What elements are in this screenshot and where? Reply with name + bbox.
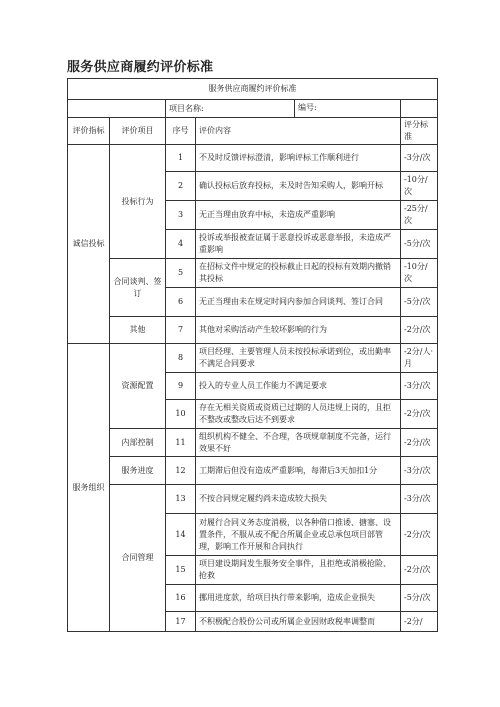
row-score: -2分/次 xyxy=(401,317,438,344)
row-content: 无正当理由未在规定时间内参加合同谈判、签订合同 xyxy=(196,288,401,317)
column-header-row xyxy=(68,118,438,145)
row-score: -2分/人·月 xyxy=(401,344,438,373)
row-score: -2分/次 xyxy=(401,556,438,585)
row-seq: 6 xyxy=(166,288,196,317)
subgroup-internal: 内部控制 xyxy=(110,429,166,457)
row-seq: 1 xyxy=(166,145,196,172)
table-row xyxy=(68,429,438,457)
table-title-row xyxy=(68,79,438,100)
evaluation-table xyxy=(67,78,438,632)
table-row xyxy=(68,344,438,373)
group-service: 服务组织 xyxy=(68,344,110,632)
row-seq: 9 xyxy=(166,373,196,400)
table-row xyxy=(68,317,438,344)
row-seq: 3 xyxy=(166,201,196,230)
row-content: 无正当理由放弃中标，未造成严重影响 xyxy=(196,201,401,230)
row-score: -3分/次 xyxy=(401,373,438,400)
col-seq: 序号 xyxy=(166,118,196,145)
row-seq: 7 xyxy=(166,317,196,344)
table-row xyxy=(68,485,438,514)
row-score: -5分/次 xyxy=(401,230,438,259)
row-content: 不按合同规定履约尚未造成较大损失 xyxy=(196,485,401,514)
row-content: 存在无相关资质或资质已过期的人员违规上岗的，且拒不整改或整改后达不到要求 xyxy=(196,400,401,429)
col-item: 评价项目 xyxy=(110,118,166,145)
subgroup-other: 其他 xyxy=(110,317,166,344)
table-row xyxy=(68,259,438,288)
number-field[interactable] xyxy=(401,100,438,118)
row-seq: 16 xyxy=(166,585,196,612)
row-seq: 14 xyxy=(166,514,196,556)
row-content: 在招标文件中规定的投标截止日起的投标有效期内撤销其投标 xyxy=(196,259,401,288)
row-seq: 11 xyxy=(166,429,196,457)
row-seq: 4 xyxy=(166,230,196,259)
row-score: -2分/次 xyxy=(401,400,438,429)
row-content: 项目经理、主要管理人员未按投标承诺到位，或出勤率不满足合同要求 xyxy=(196,344,401,373)
document-title: 服务供应商履约评价标准 xyxy=(67,60,214,75)
project-info-row xyxy=(68,100,438,118)
row-seq: 15 xyxy=(166,556,196,585)
row-score: -10分/次 xyxy=(401,172,438,201)
subgroup-contract-sign: 合同谈判、签订 xyxy=(110,259,166,317)
row-score: -2分/次 xyxy=(401,514,438,556)
row-content: 其他对采购活动产生较坏影响的行为 xyxy=(196,317,401,344)
group-integrity: 诚信投标 xyxy=(68,145,110,344)
row-score: -3分/次 xyxy=(401,485,438,514)
subgroup-resources: 资源配置 xyxy=(110,344,166,429)
row-content: 工期滞后但没有造成严重影响，每滞后3天加扣1分 xyxy=(196,457,401,485)
row-score: -10分/次 xyxy=(401,259,438,288)
row-content: 项目建设期间发生服务安全事件，且拒绝或消极抢险、抢救 xyxy=(196,556,401,585)
row-seq: 5 xyxy=(166,259,196,288)
row-seq: 10 xyxy=(166,400,196,429)
row-score: -3分/次 xyxy=(401,145,438,172)
table-row xyxy=(68,145,438,172)
row-seq: 12 xyxy=(166,457,196,485)
row-seq: 13 xyxy=(166,485,196,514)
row-score: -2分/次 xyxy=(401,429,438,457)
project-name-field[interactable] xyxy=(166,100,401,118)
row-content: 投入的专业人员工作能力不满足要求 xyxy=(196,373,401,400)
row-content: 组织机构不健全、不合理，各项规章制度不完备，运行效果不好 xyxy=(196,429,401,457)
row-content: 对履行合同义务态度消极，以各种借口推诿、搪塞、设置条件，不服从或不配合所属企业或总承包项目部管理，影响工作开展和合同执行 xyxy=(196,514,401,556)
col-standard: 评分标准 xyxy=(401,118,438,145)
col-content: 评价内容 xyxy=(196,118,401,145)
number-label: 编号: xyxy=(294,100,317,117)
row-seq: 8 xyxy=(166,344,196,373)
row-score: -2分/ xyxy=(401,612,438,632)
project-name-label: 项目名称: xyxy=(169,103,204,113)
row-content: 投诉或举报被查证属于恶意投诉或恶意举报，未造成严重影响 xyxy=(196,230,401,259)
row-seq: 17 xyxy=(166,612,196,632)
row-content: 确认投标后放弃投标，未及时告知采购人，影响开标 xyxy=(196,172,401,201)
row-score: -5分/次 xyxy=(401,585,438,612)
row-content: 不积极配合股份公司或所属企业因财政税率调整而 xyxy=(196,612,401,632)
row-content: 不及时反馈评标澄清，影响评标工作顺利进行 xyxy=(196,145,401,172)
row-score: -5分/次 xyxy=(401,288,438,317)
row-score: -3分/次 xyxy=(401,457,438,485)
subgroup-bidding: 投标行为 xyxy=(110,145,166,259)
table-row xyxy=(68,457,438,485)
table-title: 服务供应商履约评价标准 xyxy=(68,79,438,100)
subgroup-contract-mgmt: 合同管理 xyxy=(110,485,166,632)
row-seq: 2 xyxy=(166,172,196,201)
row-content: 挪用进度款，给项目执行带来影响，造成企业损失 xyxy=(196,585,401,612)
row-score: -25分/次 xyxy=(401,201,438,230)
subgroup-progress: 服务进度 xyxy=(110,457,166,485)
col-indicator: 评价指标 xyxy=(68,118,110,145)
